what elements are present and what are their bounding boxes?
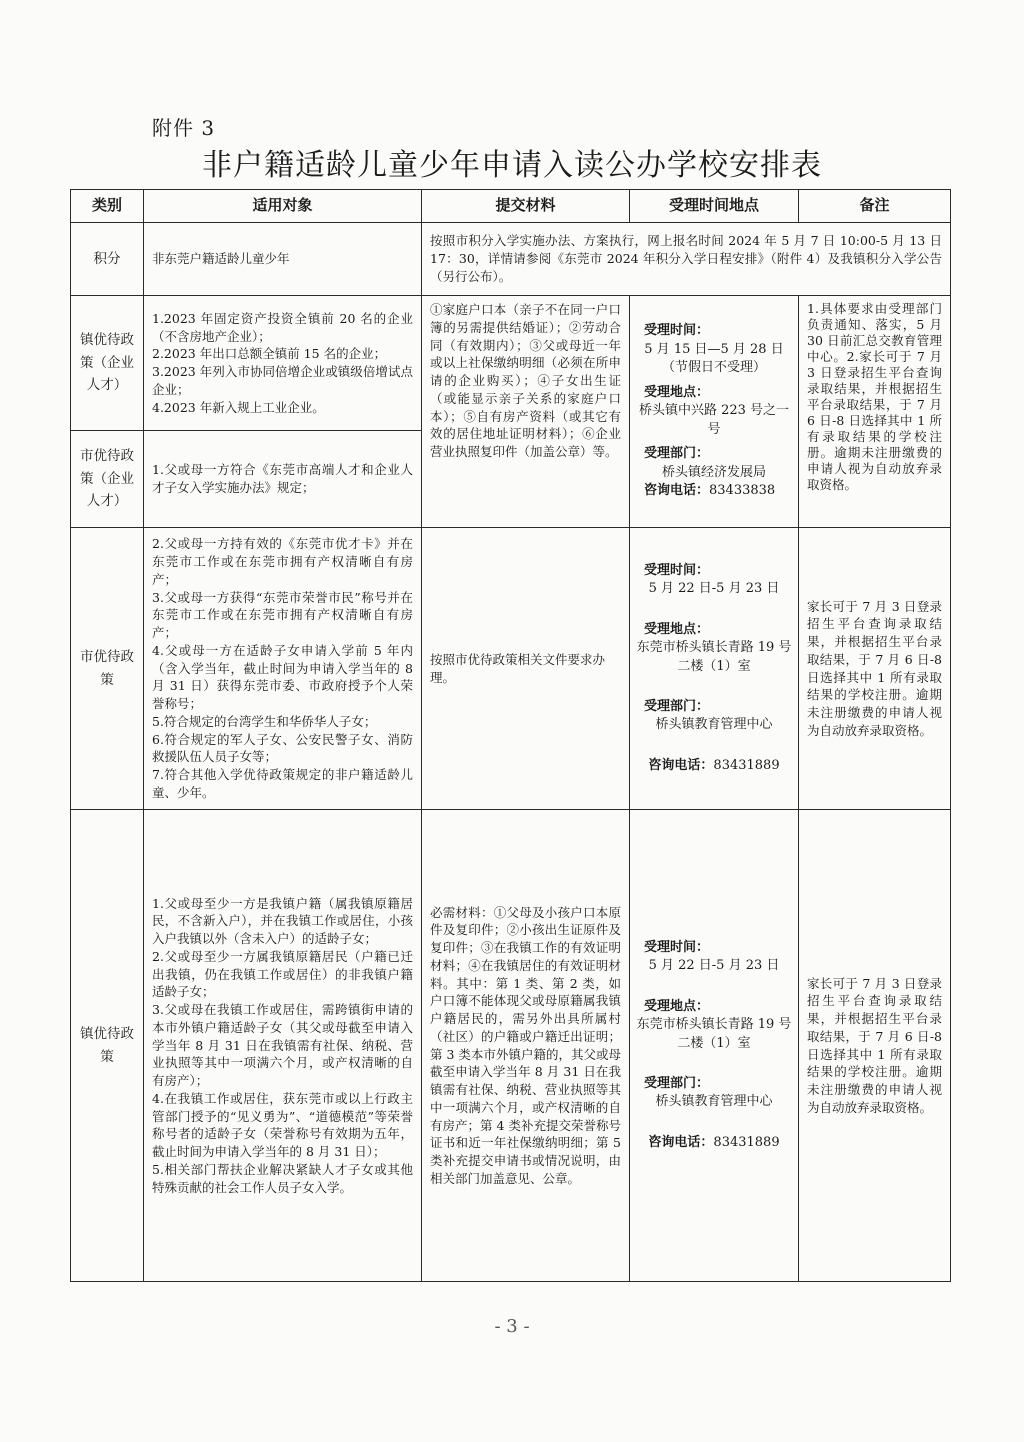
dept-value: 桥头镇教育管理中心 xyxy=(655,1094,773,1110)
place-label: 受理地点： xyxy=(644,621,710,637)
time-value: 5 月 22 日-5 月 23 日 xyxy=(648,958,780,974)
dept-label: 受理部门： xyxy=(644,1075,710,1091)
table-row-points xyxy=(71,223,951,296)
time-value: 5 月 22 日-5 月 23 日 xyxy=(648,581,780,597)
time-value: 5 月 15 日—5 月 28 日 xyxy=(644,341,784,357)
category-cell: 积分 xyxy=(71,223,144,296)
phone-value: 83431889 xyxy=(713,757,780,773)
target-item: 4.父或母一方在适龄子女申请入学前 5 年内（含入学当年，截止时间为申请入学当年的 8 月 31 日）获得东莞市委、市政府授予个人荣誉称号； xyxy=(152,642,413,712)
phone-label: 咨询电话： xyxy=(648,1134,714,1150)
phone-value: 83431889 xyxy=(713,1134,780,1150)
target-cell xyxy=(144,296,422,431)
target-item: 5.符合规定的台湾学生和华侨华人子女； xyxy=(152,713,377,729)
target-item: 3.父或母一方获得“东莞市荣誉市民”称号并在东莞市工作或在东莞市拥有产权清晰自有房产； xyxy=(152,589,413,641)
time-place-cell xyxy=(630,810,799,1282)
materials-cell: 必需材料：①父母及小孩户口本原件及复印件；②小孩出生证原件及复印件；③在我镇工作的有效证明材料；④在我镇居住的有效证明材料。其中：第 1 类、第 2 类，如户口簿不能体现父或母原籍属我镇户籍居民的，需另外出具所属村（社区）的户籍或户籍迁出证明；第 3 类本市外镇户籍的，其父或母截至申请入学当年 8 月 31 日在我镇需有社保、纳税、营业执照等其中一项满六个月，或产权清晰的自有房产；第 4 类补充提交荣誉称号证书和近一年社保缴纳明细；第 5 类补充提交申请书或情况说明，由相关部门加盖意见、公章。 xyxy=(422,810,630,1282)
place-label: 受理地点： xyxy=(644,384,710,400)
target-item: 3.2023 年列入市协同倍增企业或镇级倍增试点企业； xyxy=(152,364,413,397)
phone-row xyxy=(636,1134,792,1152)
phone-row xyxy=(636,757,792,775)
place-value: 东莞市桥头镇长青路 19 号二楼（1）室 xyxy=(636,640,792,674)
phone-row xyxy=(636,482,792,500)
target-item: 1.2023 年固定资产投资全镇前 20 名的企业（不含房地产企业）； xyxy=(152,310,413,344)
table-row-town-policy xyxy=(71,810,951,1282)
target-cell xyxy=(144,528,422,810)
place-value: 东莞市桥头镇长青路 19 号二楼（1）室 xyxy=(636,1017,792,1051)
time-label: 受理时间： xyxy=(644,562,710,578)
header-target: 适用对象 xyxy=(144,190,422,223)
header-materials: 提交材料 xyxy=(422,190,630,223)
phone-value: 83433838 xyxy=(709,483,776,499)
target-item: 2.父或母一方持有效的《东莞市优才卡》并在东莞市工作或在东莞市拥有产权清晰自有房产； xyxy=(152,536,413,587)
remarks-cell: 家长可于 7 月 3 日登录招生平台查询录取结果，并根据招生平台录取结果，于 7 月 6 日-8 日选择其中 1 所有录取结果的学校注册。逾期未注册缴费的申请人视为自动放弃录取资格。 xyxy=(799,528,951,810)
table-row-town-talent xyxy=(71,296,951,431)
category-cell: 镇优待政策 xyxy=(71,810,144,1282)
place-label: 受理地点： xyxy=(644,998,710,1014)
time-label: 受理时间： xyxy=(644,323,710,339)
target-item: 4.2023 年新入规上工业企业。 xyxy=(152,399,325,415)
dept-label: 受理部门： xyxy=(644,446,710,462)
target-item: 1.父或母至少一方是我镇户籍（属我镇原籍居民，不含新入户），并在我镇工作或居住，小孩入户我镇以外（含未入户）的适龄子女； xyxy=(152,895,413,947)
dept-value: 桥头镇教育管理中心 xyxy=(655,717,773,733)
materials-cell: ①家庭户口本（亲子不在同一户口簿的另需提供结婚证）；②劳动合同（有效期内）；③父或母近一年或以上社保缴纳明细（必须在所申请的企业购买）；④子女出生证（或能显示亲子关系的家庭户口本）；⑤自有房产资料（或其它有效的居住地址证明材料）；⑥企业营业执照复印件（加盖公章）等。 xyxy=(422,296,630,528)
remarks-cell: 家长可于 7 月 3 日登录招生平台查询录取结果，并根据招生平台录取结果，于 7 月 6 日-8 日选择其中 1 所有录取结果的学校注册。逾期未注册缴费的申请人视为自动放弃录取资格。 xyxy=(799,810,951,1282)
remarks-cell: 1.具体要求由受理部门负责通知、落实，5 月 30 日前汇总交教育管理中心。2.家长可于 7 月 3 日登录招生平台查询录取结果，并根据招生平台录取结果，于 7 月 6 日-8 日选择其中 1 所有录取结果的学校注册。逾期未注册缴费的申请人视为自动放弃录取资格。 xyxy=(799,296,951,528)
category-cell: 市优待政策（企业人才） xyxy=(71,431,144,528)
category-cell: 市优待政策 xyxy=(71,528,144,810)
page-title: 非户籍适龄儿童少年申请入读公办学校安排表 xyxy=(202,148,822,183)
dept-value: 桥头镇经济发展局 xyxy=(661,464,766,480)
materials-cell: 按照市优待政策相关文件要求办理。 xyxy=(422,528,630,810)
attachment-label: 附件 3 xyxy=(152,116,216,140)
dept-label: 受理部门： xyxy=(644,698,710,714)
header-remarks: 备注 xyxy=(799,190,951,223)
place-value: 桥头镇中兴路 223 号之一号 xyxy=(638,403,790,437)
materials-cell: 按照市积分入学实施办法、方案执行，网上报名时间 2024 年 5 月 7 日 10:00-5 月 13 日 17：30，详情请参阅《东莞市 2024 年积分入学日程安排》（附件 4）及我镇积分入学公告（另行公布）。 xyxy=(422,223,951,296)
time-place-cell xyxy=(630,296,799,528)
schedule-table xyxy=(70,189,951,1282)
target-item: 5.相关部门帮扶企业解决紧缺人才子女或其他特殊贡献的社会工作人员子女入学。 xyxy=(152,1161,413,1195)
target-cell: 非东莞户籍适龄儿童少年 xyxy=(144,223,422,296)
page-number: - 3 - xyxy=(494,1316,530,1337)
category-cell: 镇优待政策（企业人才） xyxy=(71,296,144,431)
target-item: 6.符合规定的军人子女、公安民警子女、消防救援队伍人员子女等； xyxy=(152,731,413,765)
target-item: 7.符合其他入学优待政策规定的非户籍适龄儿童、少年。 xyxy=(152,767,413,800)
target-cell xyxy=(144,810,422,1282)
target-item: 2.父或母至少一方属我镇原籍居民（户籍已迁出我镇，仍在我镇工作或居住）的非我镇户籍适龄子女； xyxy=(152,948,413,1000)
phone-label: 咨询电话： xyxy=(648,757,714,773)
time-label: 受理时间： xyxy=(644,939,710,955)
header-time-place: 受理时间地点 xyxy=(630,190,799,223)
time-place-cell xyxy=(630,528,799,810)
target-cell: 1.父或母一方符合《东莞市高端人才和企业人才子女入学实施办法》规定； xyxy=(144,431,422,528)
target-item: 4.在我镇工作或居住，获东莞市或以上行政主管部门授予的“见义勇为”、“道德模范”等荣誉称号者的适龄子女（荣誉称号有效期为五年，截止时间为申请入学当年的 8 月 31 日）； xyxy=(152,1090,413,1160)
time-note: （节假日不受理） xyxy=(661,360,766,376)
target-item: 3.父或母在我镇工作或居住，需跨镇街申请的本市外镇户籍适龄子女（其父或母截至申请入学当年 8 月 31 日在我镇需有社保、纳税、营业执照等其中一项满六个月，或产权清晰的自有房产）； xyxy=(152,1002,413,1089)
header-category: 类别 xyxy=(71,190,144,223)
target-item: 2.2023 年出口总额全镇前 15 名的企业； xyxy=(152,346,387,362)
table-row-city-policy xyxy=(71,528,951,810)
table-header-row xyxy=(71,190,951,223)
phone-label: 咨询电话： xyxy=(644,483,710,499)
